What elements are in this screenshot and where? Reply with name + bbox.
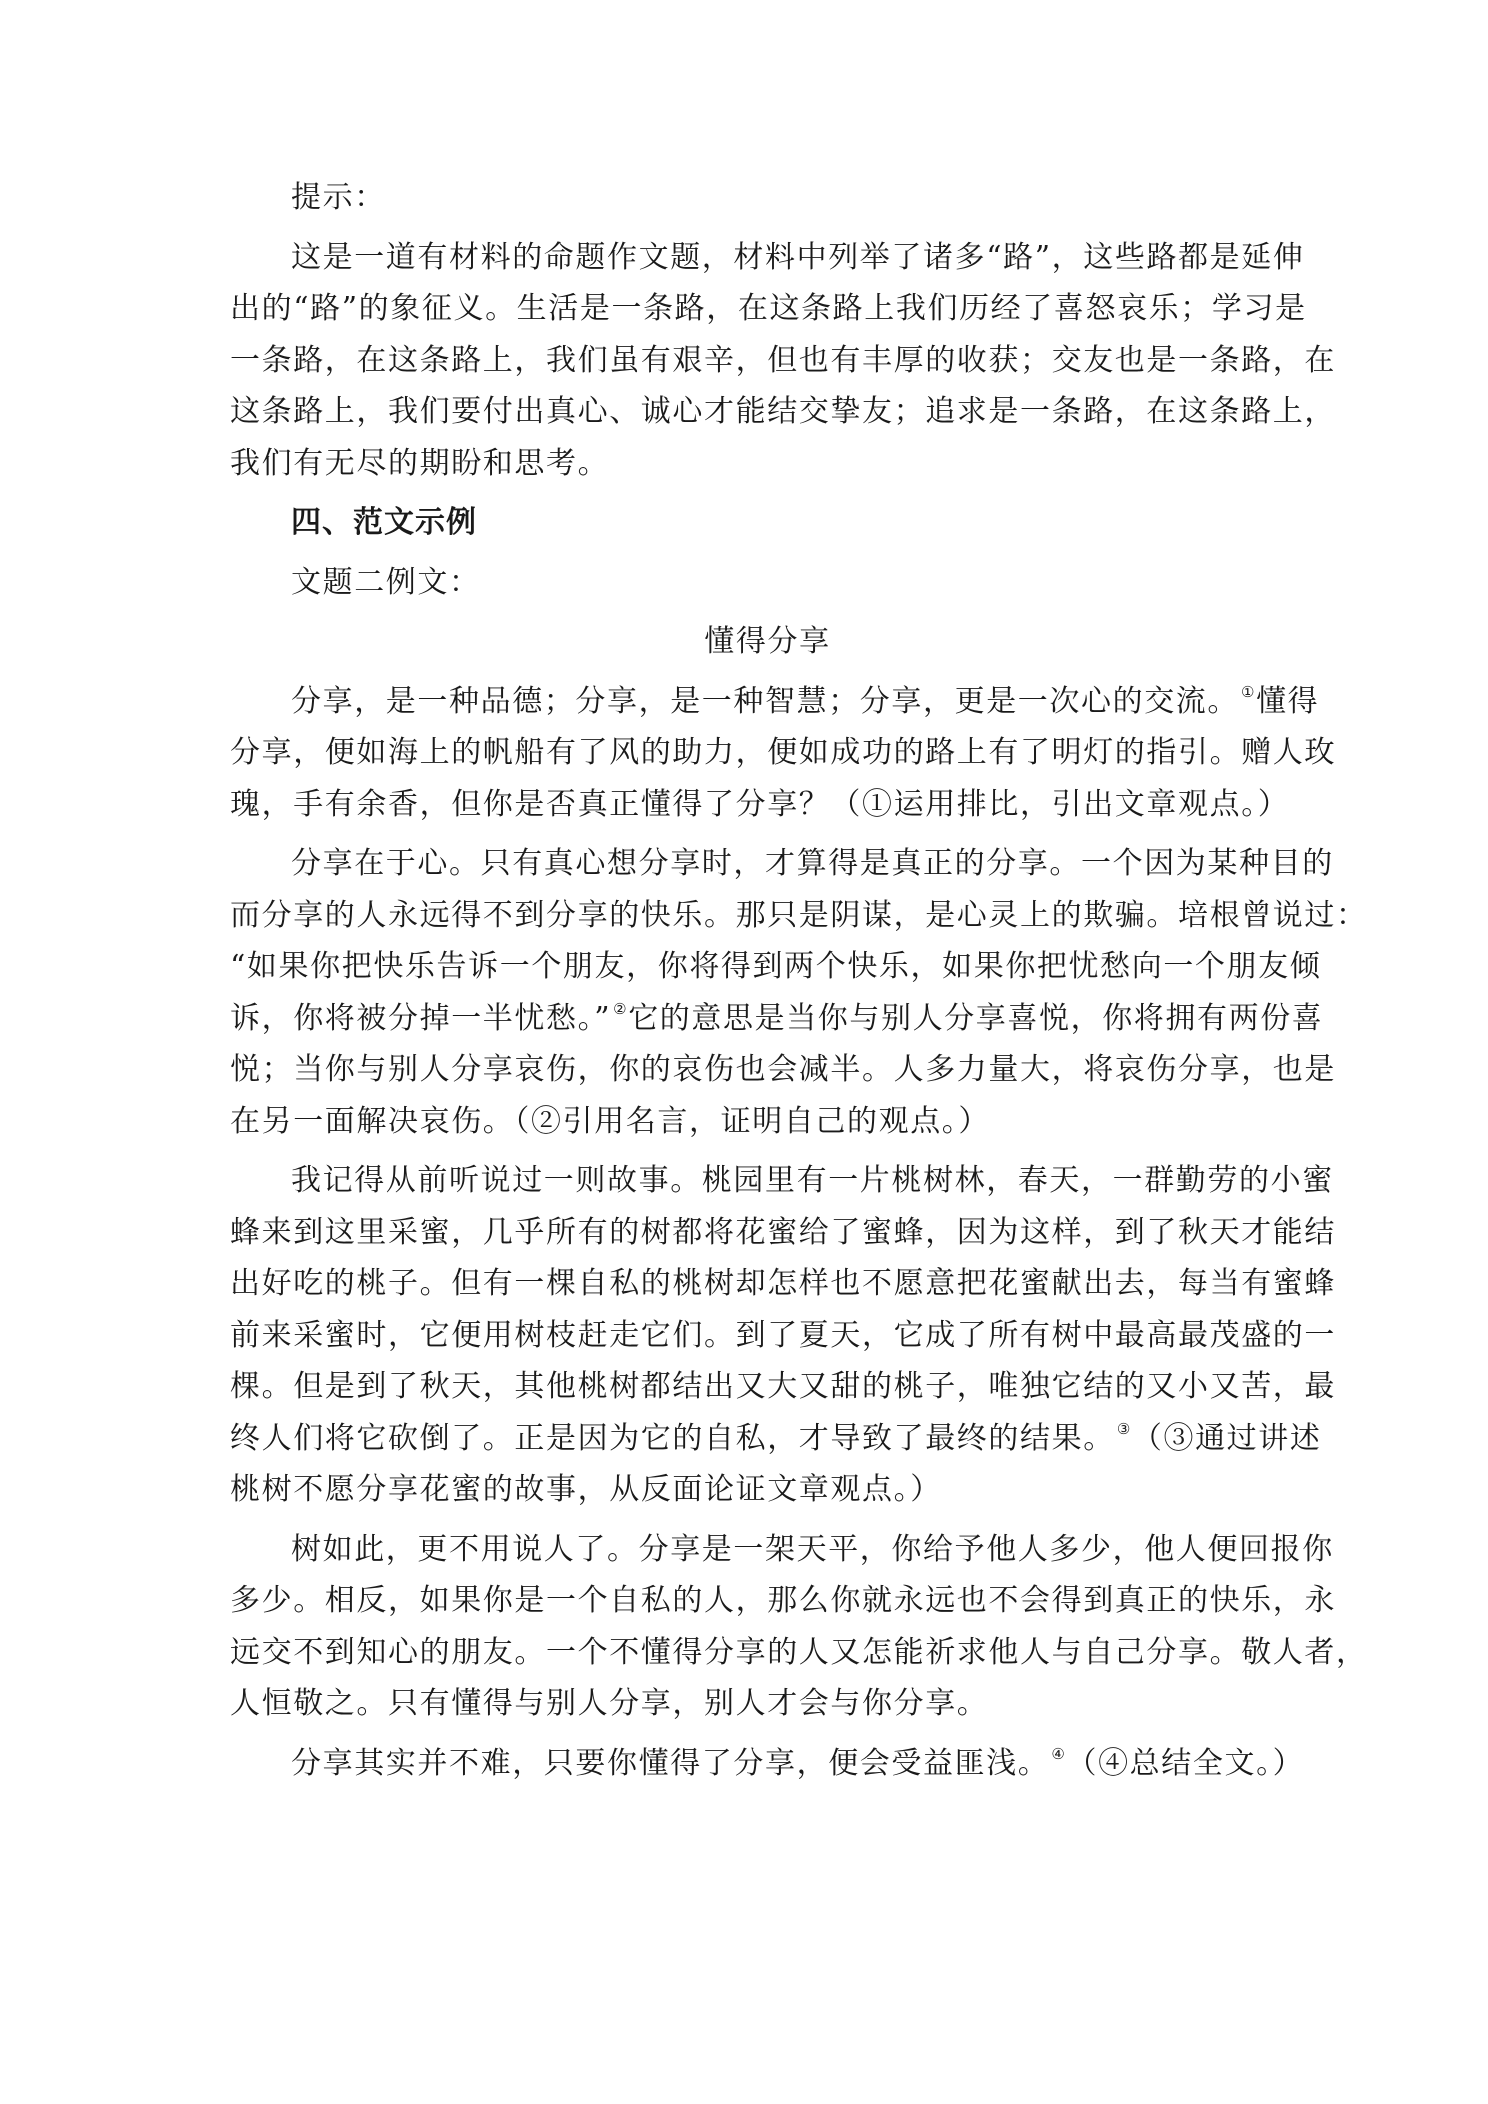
essay-text: 终人们将它砍倒了。正是因为它的自私，才导致了最终的结果。 xyxy=(230,1420,1115,1456)
annotation-marker: ② xyxy=(613,999,629,1018)
essay-line: 我记得从前听说过一则故事。桃园里有一片桃树林，春天，一群勤劳的小蜜 xyxy=(291,1163,1334,1198)
essay-line: 在另一面解决哀伤。（②引用名言，证明自己的观点。） xyxy=(230,1103,990,1139)
essay-title: 懂得分享 xyxy=(704,624,831,659)
essay-line: 前来采蜜时，它便用树枝赶走它们。到了夏天，它成了所有树中最高最茂盛的一 xyxy=(230,1317,1336,1353)
document-page xyxy=(230,172,1368,1789)
spacer xyxy=(230,224,1260,232)
spacer xyxy=(230,1730,1260,1738)
spacer xyxy=(230,1516,1260,1524)
essay-line: 出好吃的桃子。但有一棵自私的桃树却怎样也不愿意把花蜜献出去，每当有蜜蜂 xyxy=(230,1266,1336,1301)
tips-heading: 提示： xyxy=(291,180,386,215)
spacer xyxy=(230,1147,1260,1155)
essay-line: 分享，便如海上的帆船有了风的助力，便如成功的路上有了明灯的指引。赠人玫 xyxy=(230,735,1336,770)
essay-text: 分享，是一种品德；分享，是一种智慧；分享，更是一次心的交流。 xyxy=(291,683,1239,719)
spacer xyxy=(230,830,1260,838)
essay-line: 瑰，手有余香，但你是否真正懂得了分享？（①运用排比，引出文章观点。） xyxy=(230,786,1290,822)
essay-line xyxy=(230,1413,1322,1465)
essay-line: 桃树不愿分享花蜜的故事，从反面论证文章观点。） xyxy=(230,1472,942,1507)
essay-line: 棵。但是到了秋天，其他桃树都结出又大又甜的桃子，唯独它结的又小又苦，最 xyxy=(230,1369,1336,1404)
essay-line: 蜂来到这里采蜜，几乎所有的树都将花蜜给了蜜蜂，因为这样，到了秋天才能结 xyxy=(230,1214,1336,1250)
essay-text: （④总结全文。） xyxy=(1066,1745,1305,1781)
essay-line: 悦；当你与别人分享哀伤，你的哀伤也会减半。人多力量大，将哀伤分享，也是 xyxy=(230,1052,1336,1087)
annotation-marker: ④ xyxy=(1051,1744,1067,1763)
spacer xyxy=(230,668,1260,676)
tips-line: 我们有无尽的期盼和思考。 xyxy=(230,445,610,481)
tips-line: 出的“路”的象征义。生活是一条路，在这条路上我们历经了喜怒哀乐；学习是 xyxy=(230,291,1307,326)
essay-line: 而分享的人永远得不到分享的快乐。那只是阴谋，是心灵上的欺骗。培根曾说过： xyxy=(230,897,1368,933)
tips-line: 一条路，在这条路上，我们虽有艰辛，但也有丰厚的收获；交友也是一条路，在 xyxy=(230,342,1336,378)
essay-text: （③通过讲述 xyxy=(1131,1420,1322,1456)
essay-line: 分享在于心。只有真心想分享时，才算得是真正的分享。一个因为某种目的 xyxy=(291,846,1334,881)
annotation-marker: ③ xyxy=(1116,1419,1132,1438)
essay-line xyxy=(230,1738,1305,1790)
spacer xyxy=(230,489,1260,497)
spacer xyxy=(230,549,1260,557)
essay-text: 懂得 xyxy=(1256,683,1320,719)
essay-line: 远交不到知心的朋友。一个不懂得分享的人又怎能祈求他人与自己分享。敬人者， xyxy=(230,1634,1368,1670)
tips-line: 这条路上，我们要付出真心、诚心才能结交挚友；追求是一条路，在这条路上， xyxy=(230,394,1336,429)
section-heading: 四、范文示例 xyxy=(291,505,477,540)
essay-line xyxy=(230,993,1324,1045)
example-label: 文题二例文： xyxy=(291,564,481,600)
essay-text: 它的意思是当你与别人分享喜悦，你将拥有两份喜 xyxy=(628,1000,1324,1036)
essay-line: “如果你把快乐告诉一个朋友，你将得到两个快乐，如果你把忧愁向一个朋友倾 xyxy=(230,949,1322,984)
essay-line xyxy=(230,676,1320,728)
essay-text: 分享其实并不难，只要你懂得了分享，便会受益匪浅。 xyxy=(291,1745,1050,1781)
essay-line: 多少。相反，如果你是一个自私的人，那么你就永远也不会得到真正的快乐，永 xyxy=(230,1583,1336,1618)
annotation-marker: ① xyxy=(1241,682,1257,701)
essay-line: 人恒敬之。只有懂得与别人分享，别人才会与你分享。 xyxy=(230,1686,989,1721)
spacer xyxy=(230,608,1260,616)
tips-line: 这是一道有材料的命题作文题，材料中列举了诸多“路”，这些路都是延伸 xyxy=(291,239,1305,275)
essay-text: 诉，你将被分掉一半忧愁。” xyxy=(230,1000,612,1036)
essay-line: 树如此，更不用说人了。分享是一架天平，你给予他人多少，他人便回报你 xyxy=(291,1531,1334,1567)
